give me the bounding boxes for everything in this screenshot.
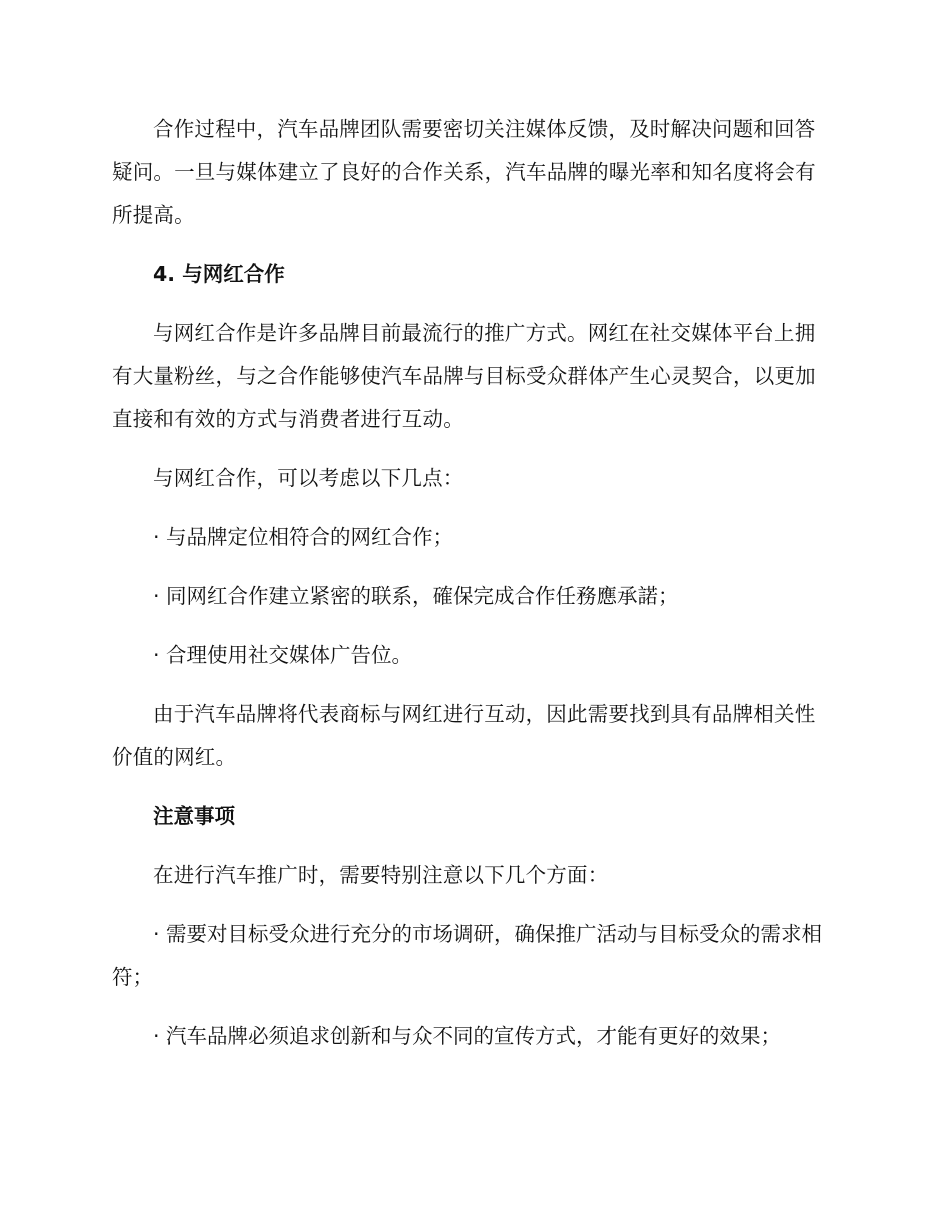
- bullet-innovation: · 汽车品牌必须追求创新和与众不同的宣传方式，才能有更好的效果；: [153, 1024, 782, 1048]
- paragraph-notes-intro: 在进行汽车推广时，需要特别注意以下几个方面：: [153, 863, 609, 887]
- bullet-ad-placement: · 合理使用社交媒体广告位。: [153, 643, 413, 667]
- paragraph-influencer-intro: 与网红合作是许多品牌目前最流行的推广方式。网红在社交媒体平台上拥有大量粉丝，与之合作能够使汽车品牌与目标受众群体产生心灵契合，以更加直接和有效的方式与消费者进行互动。: [112, 321, 816, 431]
- spacer: [112, 779, 832, 795]
- spacer: [112, 296, 832, 312]
- spacer: [112, 677, 832, 693]
- bullet-close-relationship: · 同网红合作建立紧密的联系，確保完成合作任務應承諾；: [153, 584, 679, 608]
- heading-influencer-cooperation: 4. 与网红合作: [153, 262, 285, 286]
- document-body: [112, 108, 832, 1058]
- spacer: [112, 897, 832, 913]
- bullet-brand-fit: · 与品牌定位相符合的网红合作；: [153, 525, 454, 549]
- spacer: [112, 838, 832, 854]
- spacer: [112, 999, 832, 1015]
- heading-notes: 注意事项: [153, 804, 235, 828]
- spacer: [112, 237, 832, 253]
- spacer: [112, 441, 832, 457]
- paragraph-brand-relevance: 由于汽车品牌将代表商标与网红进行互动，因此需要找到具有品牌相关性价值的网红。: [112, 702, 816, 769]
- paragraph-media-cooperation: 合作过程中，汽车品牌团队需要密切关注媒体反馈，及时解决问题和回答疑问。一旦与媒体建立了良好的合作关系，汽车品牌的曝光率和知名度将会有所提高。: [112, 117, 816, 227]
- bullet-market-research: · 需要对目标受众进行充分的市场调研，确保推广活动与目标受众的需求相符；: [112, 922, 823, 989]
- spacer: [112, 500, 832, 516]
- spacer: [112, 559, 832, 575]
- paragraph-influencer-points: 与网红合作，可以考虑以下几点：: [153, 466, 464, 490]
- spacer: [112, 618, 832, 634]
